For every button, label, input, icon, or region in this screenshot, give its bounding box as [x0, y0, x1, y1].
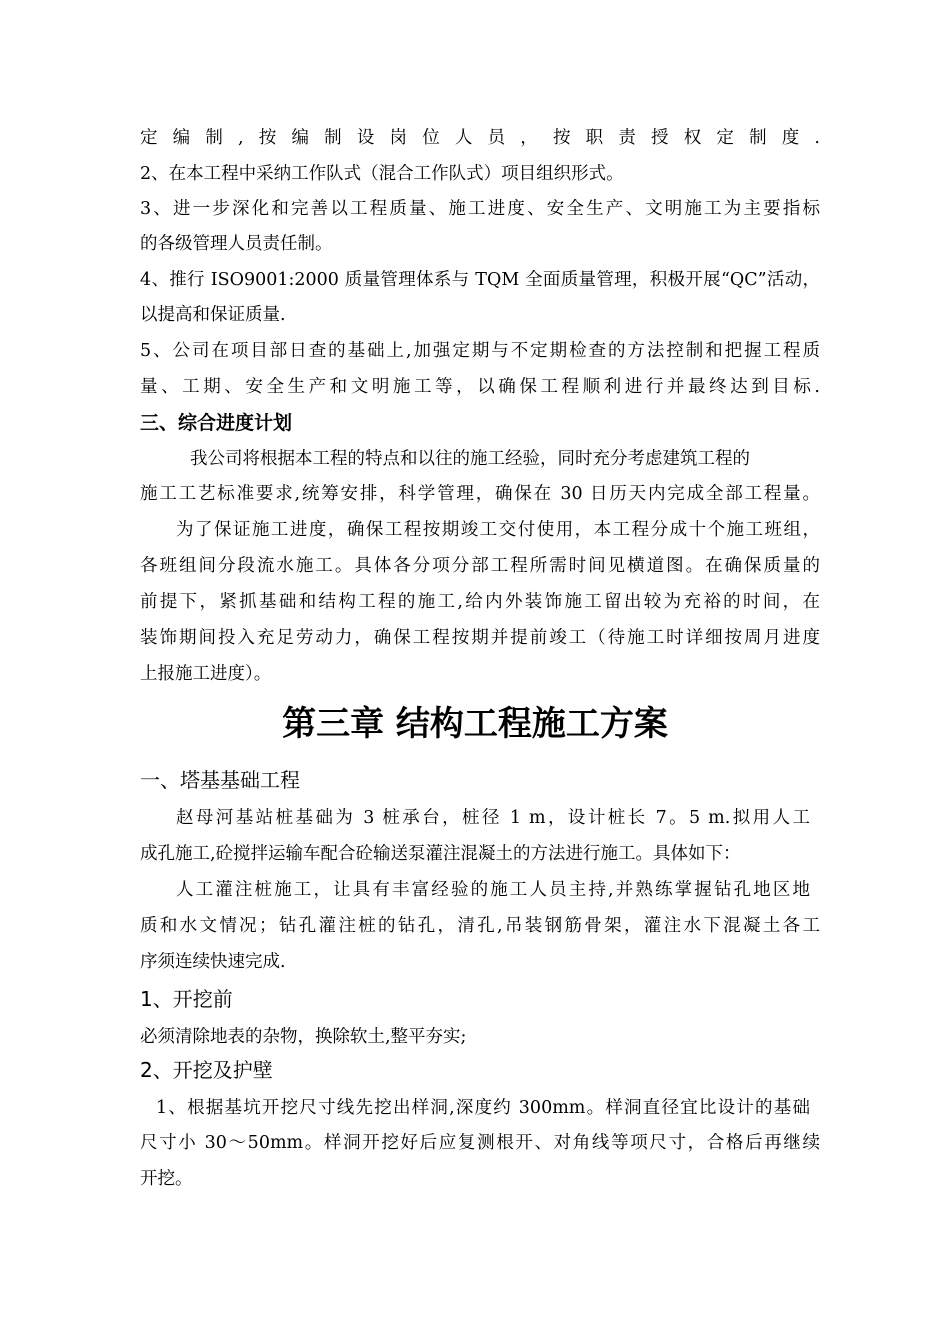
paragraph-line: 赵母河基站桩基础为 3 桩承台，桩径 1 m，设计桩长 7。5 m.拟用人工: [176, 808, 810, 828]
paragraph-line: 必须清除地表的杂物，换除软土,整平夯实;: [140, 1027, 467, 1047]
paragraph-line: 4、推行 ISO9001:2000 质量管理体系与 TQM 全面质量管理，积极开展“QC”活动，: [140, 270, 820, 290]
subsection-heading: 2、开挖及护壁: [140, 1058, 273, 1082]
paragraph-line: 开挖。: [140, 1169, 193, 1189]
paragraph-line: 施工工艺标准要求,统筹安排，科学管理，确保在 30 日历天内完成全部工程量。: [140, 484, 820, 504]
paragraph-line: 以提高和保证质量.: [140, 305, 286, 325]
subsection-heading: 一、塔基基础工程: [140, 768, 300, 792]
paragraph-line: 人工灌注桩施工，让具有丰富经验的施工人员主持,并熟练掌握钻孔地区地: [176, 880, 810, 900]
paragraph-line: 定编制,按编制设岗位人员，按职责授权定制度.: [140, 128, 820, 148]
chapter-title: 第三章 结构工程施工方案: [282, 704, 668, 744]
paragraph-line: 5、公司在项目部日查的基础上,加强定期与不定期检查的方法控制和把握工程质: [140, 341, 820, 361]
paragraph-line: 3、进一步深化和完善以工程质量、施工进度、安全生产、文明施工为主要指标: [140, 199, 820, 219]
paragraph-line: 量、工期、安全生产和文明施工等，以确保工程顺利进行并最终达到目标.: [140, 377, 820, 397]
paragraph-line: 序须连续快速完成.: [140, 952, 286, 972]
section-heading: 三、综合进度计划: [140, 412, 293, 434]
paragraph-line: 各班组间分段流水施工。具体各分项分部工程所需时间见横道图。在确保质量的: [140, 556, 820, 576]
paragraph-line: 尺寸小 30～50mm。样洞开挖好后应复测根开、对角线等项尺寸，合格后再继续: [140, 1133, 820, 1153]
paragraph-line: 成孔施工,砼搅拌运输车配合砼输送泵灌注混凝土的方法进行施工。具体如下：: [140, 844, 741, 864]
paragraph-line: 1、根据基坑开挖尺寸线先挖出样洞,深度约 300mm。样洞直径宜比设计的基础: [156, 1098, 810, 1118]
paragraph-line: 的各级管理人员责任制。: [140, 234, 333, 254]
paragraph-line: 质和水文情况；钻孔灌注桩的钻孔，清孔,吊装钢筋骨架，灌注水下混凝土各工: [140, 916, 820, 936]
paragraph-line: 前提下，紧抓基础和结构工程的施工,给内外装饰施工留出较为充裕的时间，在: [140, 592, 820, 612]
paragraph-line: 上报施工进度）。: [140, 664, 272, 684]
subsection-heading: 1、开挖前: [140, 987, 233, 1011]
paragraph-line: 为了保证施工进度，确保工程按期竣工交付使用，本工程分成十个施工班组，: [176, 520, 820, 540]
paragraph-line: 我公司将根据本工程的特点和以往的施工经验，同时充分考虑建筑工程的: [190, 449, 750, 469]
paragraph-line: 装饰期间投入充足劳动力，确保工程按期并提前竣工（待施工时详细按周月进度: [140, 628, 820, 648]
paragraph-line: 2、在本工程中采纳工作队式（混合工作队式）项目组织形式。: [140, 164, 624, 184]
